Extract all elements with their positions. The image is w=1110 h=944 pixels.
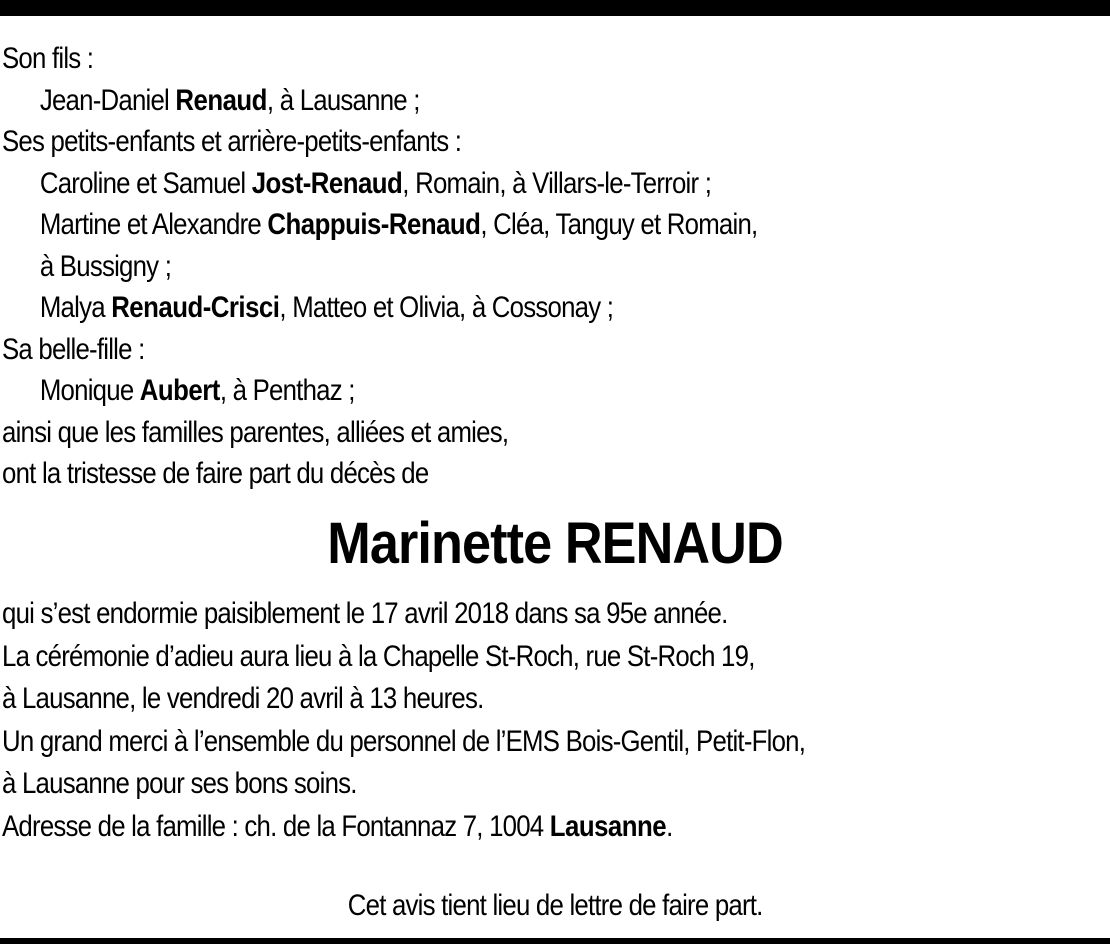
daughter-in-law-entry <box>2 370 953 412</box>
deceased-name: Marinette RENAUD <box>327 511 783 576</box>
extended-family-line: ainsi que les familles parentes, alliées et amies, <box>2 415 509 449</box>
son-first-name: Jean-Daniel <box>39 83 176 117</box>
footer-text: Cet avis tient lieu de lettre de faire part. <box>347 889 763 922</box>
address-end: . <box>666 809 673 843</box>
footer-note <box>0 884 1110 928</box>
grandchild-surname: Chappuis-Renaud <box>267 208 481 241</box>
daughter-in-law-first-name: Monique <box>39 374 140 407</box>
deceased-name-heading <box>0 506 1110 582</box>
daughter-in-law-surname: Aubert <box>139 374 220 407</box>
grandchild-details: , Cléa, Tanguy et Romain, <box>480 208 758 241</box>
son-heading: Son fils : <box>2 42 94 75</box>
bottom-border-rule <box>0 938 1110 944</box>
passing-line: qui s’est endormie paisiblement le 17 avril 2018 dans sa 95e année. <box>2 597 728 630</box>
ceremony-details <box>2 593 1108 849</box>
grandchild-details: , Romain, à Villars-le-Terroir ; <box>402 166 712 200</box>
ceremony-line: La cérémonie d’adieu aura lieu à la Chapelle St-Roch, rue St-Roch 19, <box>2 639 755 673</box>
top-border-rule <box>0 0 1110 16</box>
son-entry <box>2 80 953 122</box>
grandchild-first-names: Malya <box>39 291 112 324</box>
address-text: Adresse de la famille : ch. de la Fontannaz 7, 1004 <box>2 809 550 843</box>
grandchild-details: , Matteo et Olivia, à Cossonay ; <box>279 291 614 324</box>
family-list <box>2 38 1108 495</box>
grandchild-entry-3 <box>2 287 953 329</box>
grandchild-surname: Renaud-Crisci <box>111 291 280 324</box>
grandchild-entry-2-continuation: à Bussigny ; <box>39 249 172 283</box>
son-surname: Renaud <box>175 83 267 117</box>
grandchild-surname: Jost-Renaud <box>251 166 403 200</box>
announcement-line: ont la tristesse de faire part du décès de <box>2 457 429 490</box>
daughter-in-law-heading: Sa belle-fille : <box>2 332 145 366</box>
ceremony-date-line: à Lausanne, le vendredi 20 avril à 13 heures. <box>2 682 484 716</box>
address-city: Lausanne <box>549 809 667 843</box>
daughter-in-law-location: , à Penthaz ; <box>219 374 355 407</box>
son-location: , à Lausanne ; <box>266 83 420 117</box>
grandchild-first-names: Caroline et Samuel <box>39 166 252 200</box>
thanks-continuation-line: à Lausanne pour ses bons soins. <box>2 767 357 801</box>
grandchildren-heading: Ses petits-enfants et arrière-petits-enfants : <box>2 125 462 158</box>
family-address-line <box>2 806 953 849</box>
grandchild-entry-2 <box>2 204 953 246</box>
grandchild-first-names: Martine et Alexandre <box>39 208 268 241</box>
thanks-line: Un grand merci à l’ensemble du personnel de l’EMS Bois-Gentil, Petit-Flon, <box>2 724 806 758</box>
grandchild-entry-1 <box>2 163 953 205</box>
